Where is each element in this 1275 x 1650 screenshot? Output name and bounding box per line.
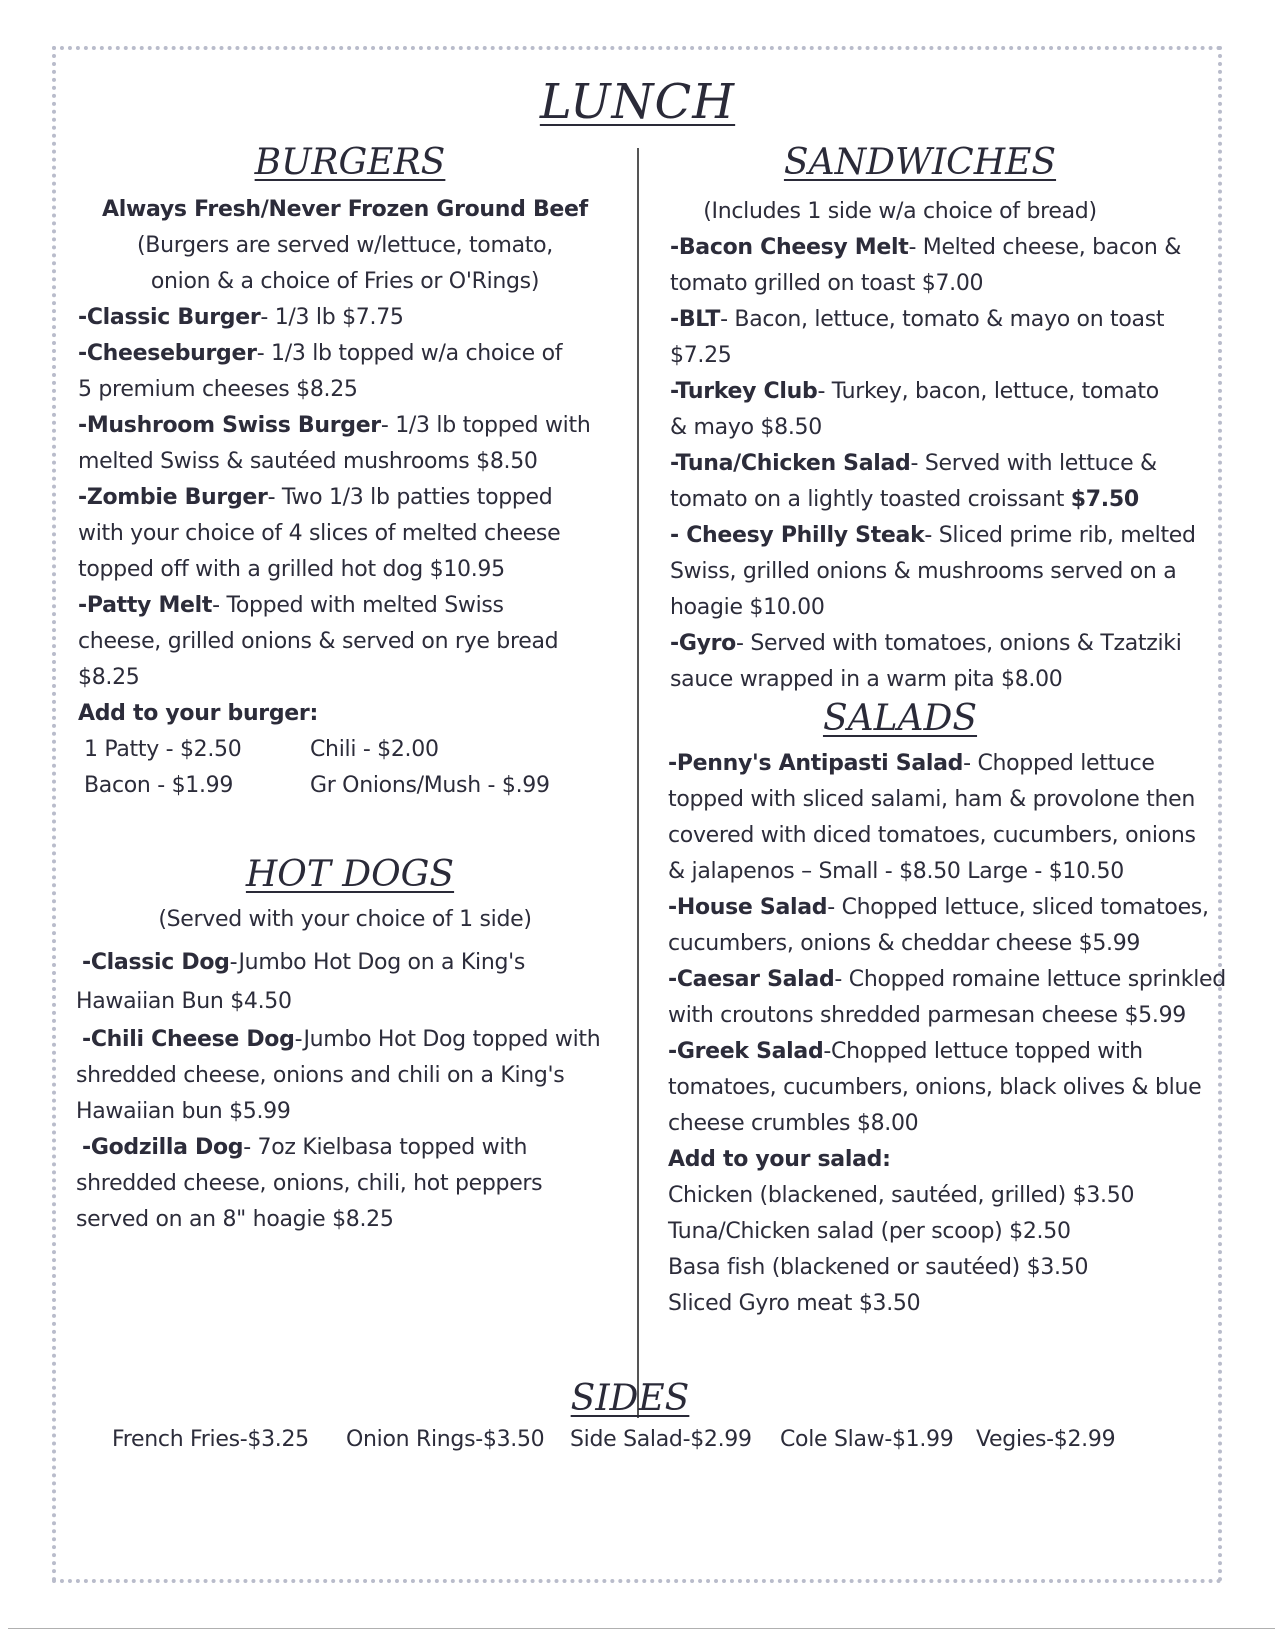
menu-item-zombie-burger: -Zombie Burger- Two 1/3 lb patties topped	[78, 485, 553, 510]
menu-item-blt: -BLT- Bacon, lettuce, tomato & mayo on toast	[670, 307, 1165, 332]
salad-addon-tuna: Tuna/Chicken salad (per scoop) $2.50	[668, 1219, 1071, 1244]
salads-heading: SALADS	[822, 698, 978, 739]
side-item-cole-slaw: Cole Slaw-$1.99	[780, 1427, 954, 1452]
menu-item-house-salad: -House Salad- Chopped lettuce, sliced tomatoes,	[668, 895, 1209, 920]
menu-item-chili-cheese-dog-cont2: Hawaiian bun $5.99	[76, 1099, 291, 1124]
menu-item-godzilla-dog-cont2: served on an 8" hoagie $8.25	[76, 1207, 394, 1232]
menu-item-cheeseburger-cont: 5 premium cheeses $8.25	[78, 377, 358, 402]
menu-item-chili-cheese-dog-cont: shredded cheese, onions and chili on a King's	[76, 1063, 565, 1088]
sides-heading: SIDES	[570, 1378, 690, 1419]
menu-item-mushroom-swiss: -Mushroom Swiss Burger- 1/3 lb topped with	[78, 413, 591, 438]
burger-addons-label: Add to your burger:	[78, 701, 318, 726]
burger-addon-chili: Chili - $2.00	[310, 737, 439, 762]
menu-item-classic-dog: -Classic Dog-Jumbo Hot Dog on a King's	[82, 950, 526, 975]
salad-addon-gyro: Sliced Gyro meat $3.50	[668, 1291, 921, 1316]
menu-item-cheeseburger: -Cheeseburger- 1/3 lb topped w/a choice of	[78, 341, 563, 366]
menu-item-godzilla-dog: -Godzilla Dog- 7oz Kielbasa topped with	[82, 1135, 528, 1160]
burger-addon-bacon: Bacon - $1.99	[84, 773, 234, 798]
menu-item-bacon-cheesy-melt-cont: tomato grilled on toast $7.00	[670, 271, 984, 296]
menu-item-patty-melt-cont: cheese, grilled onions & served on rye bread	[78, 629, 559, 654]
menu-item-chili-cheese-dog: -Chili Cheese Dog-Jumbo Hot Dog topped with	[82, 1027, 601, 1052]
menu-item-gyro-cont: sauce wrapped in a warm pita $8.00	[670, 667, 1063, 692]
menu-item-pennys-antipasti-salad-cont: topped with sliced salami, ham & provolone then	[668, 787, 1195, 812]
menu-item-patty-melt-cont2: $8.25	[78, 665, 140, 690]
menu-item-tuna-chicken-salad-cont: tomato on a lightly toasted croissant $7.50	[670, 487, 1139, 512]
salad-addon-chicken: Chicken (blackened, sautéed, grilled) $3.50	[668, 1183, 1135, 1208]
side-item-side-salad: Side Salad-$2.99	[570, 1427, 752, 1452]
page-bottom-rule	[8, 1628, 1275, 1629]
side-item-vegies: Vegies-$2.99	[976, 1427, 1116, 1452]
column-divider	[637, 148, 639, 1418]
burgers-note-1: (Burgers are served w/lettuce, tomato,	[137, 233, 553, 258]
menu-item-pennys-antipasti-salad-cont2: covered with diced tomatoes, cucumbers, onions	[668, 823, 1196, 848]
menu-item-caesar-salad: -Caesar Salad- Chopped romaine lettuce sprinkled	[668, 967, 1226, 992]
menu-item-blt-cont: $7.25	[670, 343, 732, 368]
menu-item-mushroom-swiss-cont: melted Swiss & sautéed mushrooms $8.50	[78, 449, 538, 474]
menu-item-greek-salad: -Greek Salad-Chopped lettuce topped with	[668, 1039, 1143, 1064]
menu-item-bacon-cheesy-melt: -Bacon Cheesy Melt- Melted cheese, bacon &	[670, 235, 1182, 260]
menu-item-cheesy-philly-steak-cont: Swiss, grilled onions & mushrooms served on a	[670, 559, 1177, 584]
menu-item-gyro: -Gyro- Served with tomatoes, onions & Tzatziki	[670, 631, 1182, 656]
side-item-french-fries: French Fries-$3.25	[112, 1427, 309, 1452]
menu-item-turkey-club-cont: & mayo $8.50	[670, 415, 822, 440]
menu-item-caesar-salad-cont: with croutons shredded parmesan cheese $5.99	[668, 1003, 1186, 1028]
burger-addon-patty: 1 Patty - $2.50	[84, 737, 242, 762]
menu-item-classic-dog-cont: Hawaiian Bun $4.50	[76, 989, 292, 1014]
menu-item-turkey-club: -Turkey Club- Turkey, bacon, lettuce, tomato	[670, 379, 1159, 404]
hotdogs-note: (Served with your choice of 1 side)	[158, 907, 532, 932]
sandwiches-heading: SANDWICHES	[783, 142, 1057, 183]
menu-item-greek-salad-cont2: cheese crumbles $8.00	[668, 1111, 919, 1136]
menu-item-cheesy-philly-steak-cont2: hoagie $10.00	[670, 595, 825, 620]
menu-item-zombie-burger-cont2: topped off with a grilled hot dog $10.95	[78, 557, 505, 582]
menu-item-house-salad-cont: cucumbers, onions & cheddar cheese $5.99	[668, 931, 1141, 956]
menu-item-pennys-antipasti-salad-cont3: & jalapenos – Small - $8.50 Large - $10.50	[668, 859, 1124, 884]
burgers-heading: BURGERS	[254, 142, 446, 183]
menu-item-tuna-chicken-salad: -Tuna/Chicken Salad- Served with lettuce &	[670, 451, 1157, 476]
menu-item-pennys-antipasti-salad: -Penny's Antipasti Salad- Chopped lettuce	[668, 751, 1155, 776]
side-item-onion-rings: Onion Rings-$3.50	[346, 1427, 545, 1452]
menu-item-greek-salad-cont: tomatoes, cucumbers, onions, black olives & blue	[668, 1075, 1202, 1100]
menu-item-cheesy-philly-steak: - Cheesy Philly Steak- Sliced prime rib, melted	[670, 523, 1196, 548]
burger-addon-onions: Gr Onions/Mush - $.99	[310, 773, 550, 798]
burgers-note-2: onion & a choice of Fries or O'Rings)	[150, 269, 540, 294]
menu-title: LUNCH	[539, 74, 736, 130]
menu-item-zombie-burger-cont: with your choice of 4 slices of melted cheese	[78, 521, 561, 546]
salad-addon-basa: Basa fish (blackened or sautéed) $3.50	[668, 1255, 1089, 1280]
salad-addons-label: Add to your salad:	[668, 1147, 891, 1172]
menu-item-classic-burger: -Classic Burger- 1/3 lb $7.75	[78, 305, 404, 330]
menu-item-patty-melt: -Patty Melt- Topped with melted Swiss	[78, 593, 504, 618]
menu-item-godzilla-dog-cont: shredded cheese, onions, chili, hot peppers	[76, 1171, 543, 1196]
hotdogs-heading: HOT DOGS	[245, 854, 455, 895]
sandwiches-note: (Includes 1 side w/a choice of bread)	[703, 199, 1097, 224]
burgers-tagline: Always Fresh/Never Frozen Ground Beef	[102, 197, 588, 222]
